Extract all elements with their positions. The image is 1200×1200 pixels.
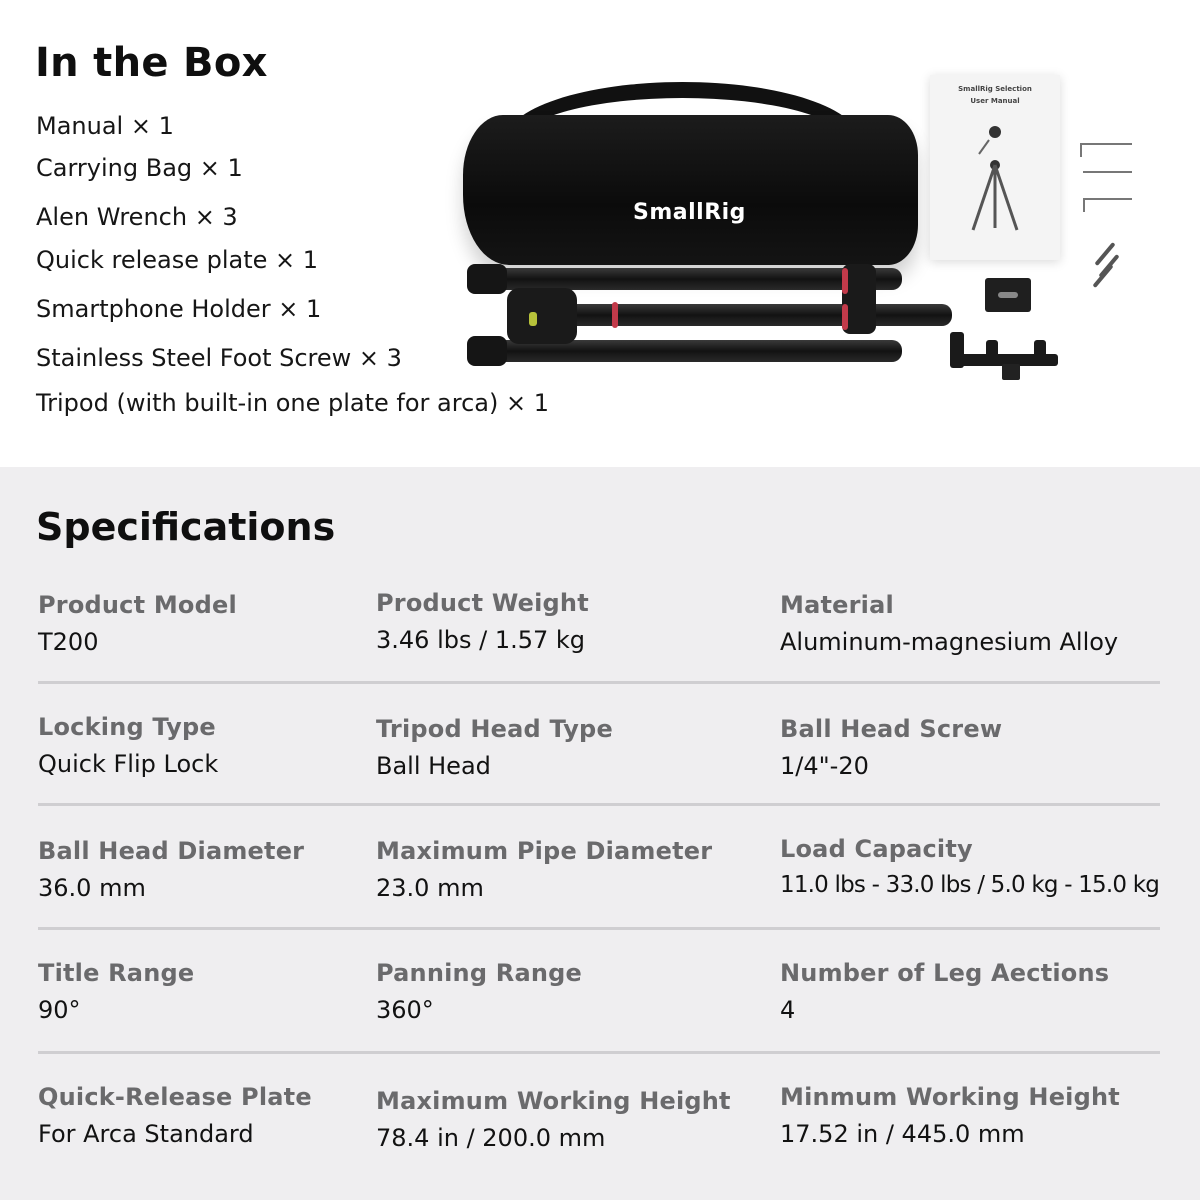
divider bbox=[38, 681, 1160, 684]
leg-clamp bbox=[467, 264, 507, 294]
box-item-quick-release-plate: Quick release plate × 1 bbox=[36, 246, 319, 274]
spec-ball-head-diameter bbox=[38, 837, 304, 902]
spec-label: Locking Type bbox=[38, 713, 216, 741]
spec-value: 90° bbox=[38, 996, 81, 1024]
in-the-box-title: In the Box bbox=[35, 40, 268, 86]
spec-label: Tripod Head Type bbox=[376, 715, 613, 743]
foot-screws-image bbox=[1087, 242, 1127, 297]
spec-label: Ball Head Screw bbox=[780, 715, 1003, 743]
spec-label: Product Weight bbox=[376, 589, 589, 617]
spec-value: 3.46 lbs / 1.57 kg bbox=[376, 626, 586, 654]
product-contents-image bbox=[455, 60, 1175, 390]
spec-product-weight bbox=[376, 589, 589, 654]
spec-value: Aluminum-magnesium Alloy bbox=[780, 628, 1119, 656]
box-item-smartphone-holder: Smartphone Holder × 1 bbox=[36, 295, 322, 323]
leg-clamp bbox=[467, 336, 507, 366]
divider bbox=[38, 1051, 1160, 1054]
box-item-carrying-bag: Carrying Bag × 1 bbox=[36, 154, 243, 182]
spec-label: Material bbox=[780, 591, 894, 619]
spec-label: Maximum Working Height bbox=[376, 1087, 731, 1115]
spec-label: Maximum Pipe Diameter bbox=[376, 837, 713, 865]
spec-value: Ball Head bbox=[376, 752, 491, 780]
box-item-tripod: Tripod (with built-in one plate for arca) × 1 bbox=[36, 389, 549, 417]
specifications-section bbox=[0, 467, 1200, 1200]
quick-release-plate-image bbox=[985, 278, 1031, 312]
spec-value: 78.4 in / 200.0 mm bbox=[376, 1124, 606, 1152]
spec-label: Product Model bbox=[38, 591, 237, 619]
spec-value: 23.0 mm bbox=[376, 874, 484, 902]
spec-row bbox=[0, 589, 1200, 713]
bag-body bbox=[463, 115, 918, 265]
box-item-manual: Manual × 1 bbox=[36, 112, 174, 140]
red-accent-ring bbox=[842, 268, 848, 294]
divider bbox=[38, 803, 1160, 806]
spec-label: Minmum Working Height bbox=[780, 1083, 1120, 1111]
manual-title: SmallRig Selection bbox=[958, 85, 1032, 93]
spec-leg-sections bbox=[780, 959, 1109, 1024]
spec-ball-head-screw bbox=[780, 715, 1002, 780]
box-item-foot-screw: Stainless Steel Foot Screw × 3 bbox=[36, 344, 402, 372]
spec-material bbox=[780, 591, 1118, 656]
spec-value: 11.0 lbs - 33.0 lbs / 5.0 kg - 15.0 kg bbox=[780, 872, 1160, 898]
spec-max-pipe-diameter bbox=[376, 837, 712, 902]
tripod-leg bbox=[482, 268, 902, 290]
spec-min-working-height bbox=[780, 1083, 1120, 1148]
tripod-leg bbox=[527, 304, 952, 326]
spec-row bbox=[0, 837, 1200, 961]
spec-product-model bbox=[38, 591, 237, 656]
red-accent-ring bbox=[612, 302, 618, 328]
spec-row bbox=[0, 1081, 1200, 1200]
spec-label: Quick-Release Plate bbox=[38, 1083, 312, 1111]
spec-value: 17.52 in / 445.0 mm bbox=[780, 1120, 1025, 1148]
manual-subtitle: User Manual bbox=[970, 97, 1020, 105]
tripod-image bbox=[467, 260, 907, 370]
ball-head bbox=[507, 288, 577, 344]
spec-panning-range bbox=[376, 959, 582, 1024]
spec-row bbox=[0, 711, 1200, 835]
spec-label: Panning Range bbox=[376, 959, 582, 987]
in-the-box-section bbox=[0, 0, 1200, 467]
spec-tilt-range bbox=[38, 959, 194, 1024]
tripod-diagram-icon bbox=[965, 120, 1025, 240]
spec-tripod-head-type bbox=[376, 715, 613, 780]
brand-logo: SmallRig bbox=[633, 200, 746, 225]
spec-label: Number of Leg Aections bbox=[780, 959, 1110, 987]
box-item-allen-wrench: Alen Wrench × 3 bbox=[36, 203, 238, 231]
manual-image bbox=[930, 75, 1060, 260]
spec-quick-release-plate bbox=[38, 1083, 312, 1148]
smartphone-holder-image bbox=[950, 332, 1060, 382]
spec-value: Quick Flip Lock bbox=[38, 750, 219, 778]
spec-value: 360° bbox=[376, 996, 434, 1024]
spec-value: For Arca Standard bbox=[38, 1120, 254, 1148]
specifications-title: Specifications bbox=[36, 505, 336, 549]
spec-label: Load Capacity bbox=[780, 835, 973, 863]
spec-label: Title Range bbox=[38, 959, 195, 987]
bubble-level bbox=[529, 312, 537, 326]
spec-load-capacity bbox=[780, 835, 1159, 898]
spec-max-working-height bbox=[376, 1087, 731, 1152]
spec-value: T200 bbox=[38, 628, 99, 656]
spec-value: 4 bbox=[780, 996, 796, 1024]
spec-label: Ball Head Diameter bbox=[38, 837, 305, 865]
divider bbox=[38, 927, 1160, 930]
spec-value: 36.0 mm bbox=[38, 874, 146, 902]
spec-value: 1/4"-20 bbox=[780, 752, 869, 780]
spec-row bbox=[0, 959, 1200, 1083]
spec-locking-type bbox=[38, 713, 218, 778]
red-accent-ring bbox=[842, 304, 848, 330]
